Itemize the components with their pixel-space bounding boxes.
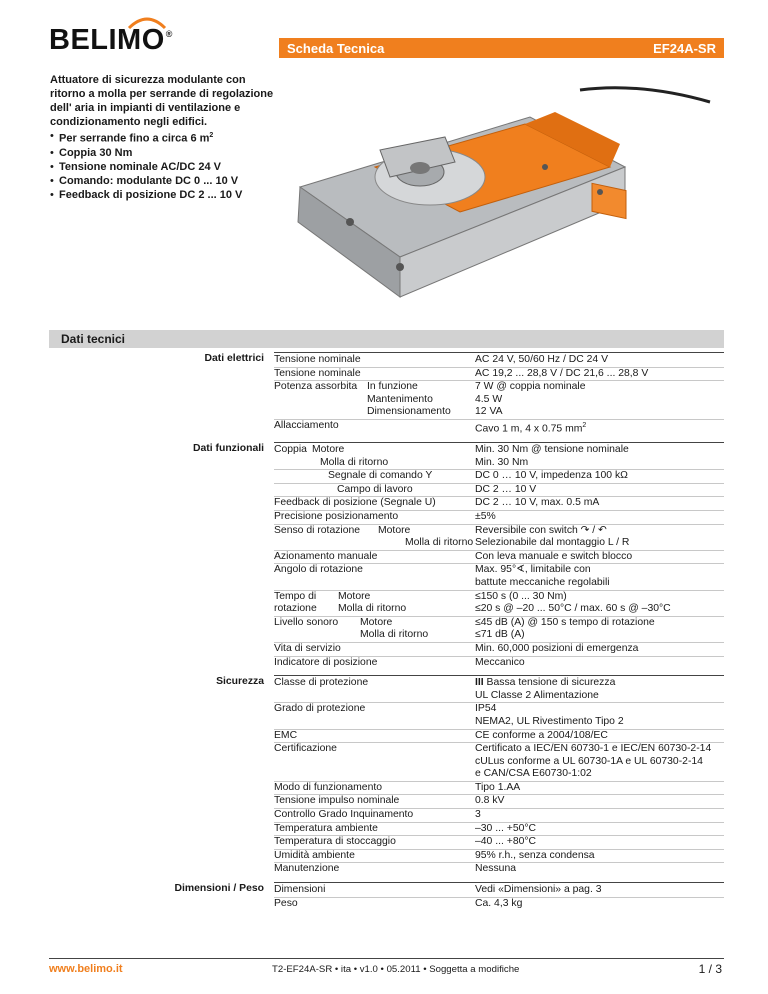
spec-row: Tensione nominale AC 19,2 ... 28,8 V / DC 21,6 ... 28,8 V — [274, 368, 724, 382]
intro-description: Attuatore di sicurezza modulante con ritorno a molla per serrande di regolazione dell' aria in impianti di ventilazione e condizionamento negli edifici. — [50, 74, 274, 128]
intro-bullets — [50, 129, 280, 202]
spec-row: Certificazione Certificato a IEC/EN 60730-1 e IEC/EN 60730-2-14 cULus conforme a UL 60730-1A e UL 60730-2-14 e CAN/CSA E60730-1:02 — [274, 743, 724, 782]
spec-row: Senso di rotazione Motore Molla di ritorno Reversibile con switch ↷ / ↶ Selezionabile dal montaggio L / R — [274, 525, 724, 551]
header-bar — [279, 38, 724, 58]
group-title: Dimensioni / Peso — [174, 883, 264, 895]
group-dimensions — [49, 882, 724, 910]
footer-website-link[interactable]: www.belimo.it — [49, 963, 123, 975]
header-title: Scheda Tecnica — [287, 40, 385, 56]
spec-row: Umidità ambiente 95% r.h., senza condensa — [274, 850, 724, 864]
spec-row: Controllo Grado Inquinamento 3 — [274, 809, 724, 823]
footer-divider — [49, 958, 724, 959]
brand-registered: ® — [165, 29, 173, 39]
spec-row: Vita di servizio Min. 60,000 posizioni di emergenza — [274, 643, 724, 657]
group-title: Dati elettrici — [204, 353, 264, 364]
brand-name: BELIMO — [49, 24, 165, 56]
spec-row: Classe di protezione III Bassa tensione di sicurezza UL Classe 2 Alimentazione — [274, 677, 724, 703]
intro-bullet: • Feedback di posizione DC 2 ... 10 V — [50, 188, 280, 202]
technical-data — [49, 352, 724, 916]
spec-row: Temperatura di stoccaggio –40 ... +80°C — [274, 836, 724, 850]
spec-row: Azionamento manuale Con leva manuale e switch blocco — [274, 551, 724, 565]
spec-row: Peso Ca. 4,3 kg — [274, 897, 523, 909]
intro-bullet: • Tensione nominale AC/DC 24 V — [50, 160, 280, 174]
header-model: EF24A-SR — [653, 40, 716, 56]
intro-bullet: • Coppia 30 Nm — [50, 146, 280, 160]
spec-row: Segnale di comando Y DC 0 … 10 V, impedenza 100 kΩ — [274, 470, 724, 484]
group-electrical — [49, 352, 724, 436]
spec-row: Modo di funzionamento Tipo 1.AA — [274, 782, 724, 796]
spec-row: Coppia Motore Molla di ritorno Min. 30 Nm @ tensione nominale Min. 30 Nm — [274, 444, 724, 470]
actuator-product-image — [280, 72, 720, 312]
spec-row: Livello sonoro Motore Molla di ritorno ≤45 dB (A) @ 150 s tempo di rotazione ≤71 dB (A) — [274, 617, 724, 643]
spec-row: Allacciamento Cavo 1 m, 4 x 0.75 $mm^2$ — [274, 419, 587, 435]
intro — [50, 73, 280, 202]
spec-row: Tempo di rotazione Motore Molla di ritorno ≤150 s (0 ... 30 Nm) ≤20 s @ –20 ... 50°C / max. 60 s @ –30°C — [274, 591, 724, 617]
footer-document-info: T2-EF24A-SR • ita • v1.0 • 05.2011 • Soggetta a modifiche — [272, 964, 520, 975]
page-number: 1 / 3 — [698, 962, 722, 976]
spec-row: Tensione impulso nominale 0.8 kV — [274, 795, 724, 809]
spec-row: Precisione posizionamento ±5% — [274, 511, 724, 525]
spec-row: Temperatura ambiente –30 ... +50°C — [274, 823, 724, 837]
spec-row: Dimensioni Vedi «Dimensioni» a pag. 3 — [274, 884, 724, 898]
group-safety — [49, 675, 724, 876]
spec-row: Angolo di rotazione Max. 95°∢, limitabile con battute meccaniche regolabili — [274, 564, 724, 590]
spec-row: Campo di lavoro DC 2 … 10 V — [274, 484, 724, 498]
belimo-logo-mark — [127, 16, 167, 30]
spec-row: Grado di protezione IP54 NEMA2, UL Rivestimento Tipo 2 — [274, 703, 724, 729]
spec-row: Tensione nominale AC 24 V, 50/60 Hz / DC 24 V — [274, 354, 724, 368]
group-functional — [49, 442, 724, 669]
spec-row: Manutenzione Nessuna — [274, 863, 517, 875]
rotation-direction-icon: ↷ / ↶ — [577, 524, 607, 536]
group-title: Sicurezza — [216, 676, 264, 688]
spec-row: EMC CE conforme a 2004/108/EC — [274, 730, 724, 744]
intro-bullet: • Per serrande fino a circa 6 $m^2$ — [50, 129, 280, 146]
group-title: Dati funzionali — [193, 443, 264, 455]
spec-row: Potenza assorbita In funzione Mantenimento Dimensionamento 7 W @ coppia nominale 4.5 W 12 VA — [274, 381, 724, 420]
intro-bullet: • Comando: modulante DC 0 ... 10 V — [50, 174, 280, 188]
spec-row: Feedback di posizione (Segnale U) DC 2 … 10 V, max. 0.5 mA — [274, 497, 724, 511]
belimo-logo — [49, 26, 172, 55]
spec-row: Indicatore di posizione Meccanico — [274, 656, 525, 668]
section-title-bar: Dati tecnici — [49, 330, 724, 348]
